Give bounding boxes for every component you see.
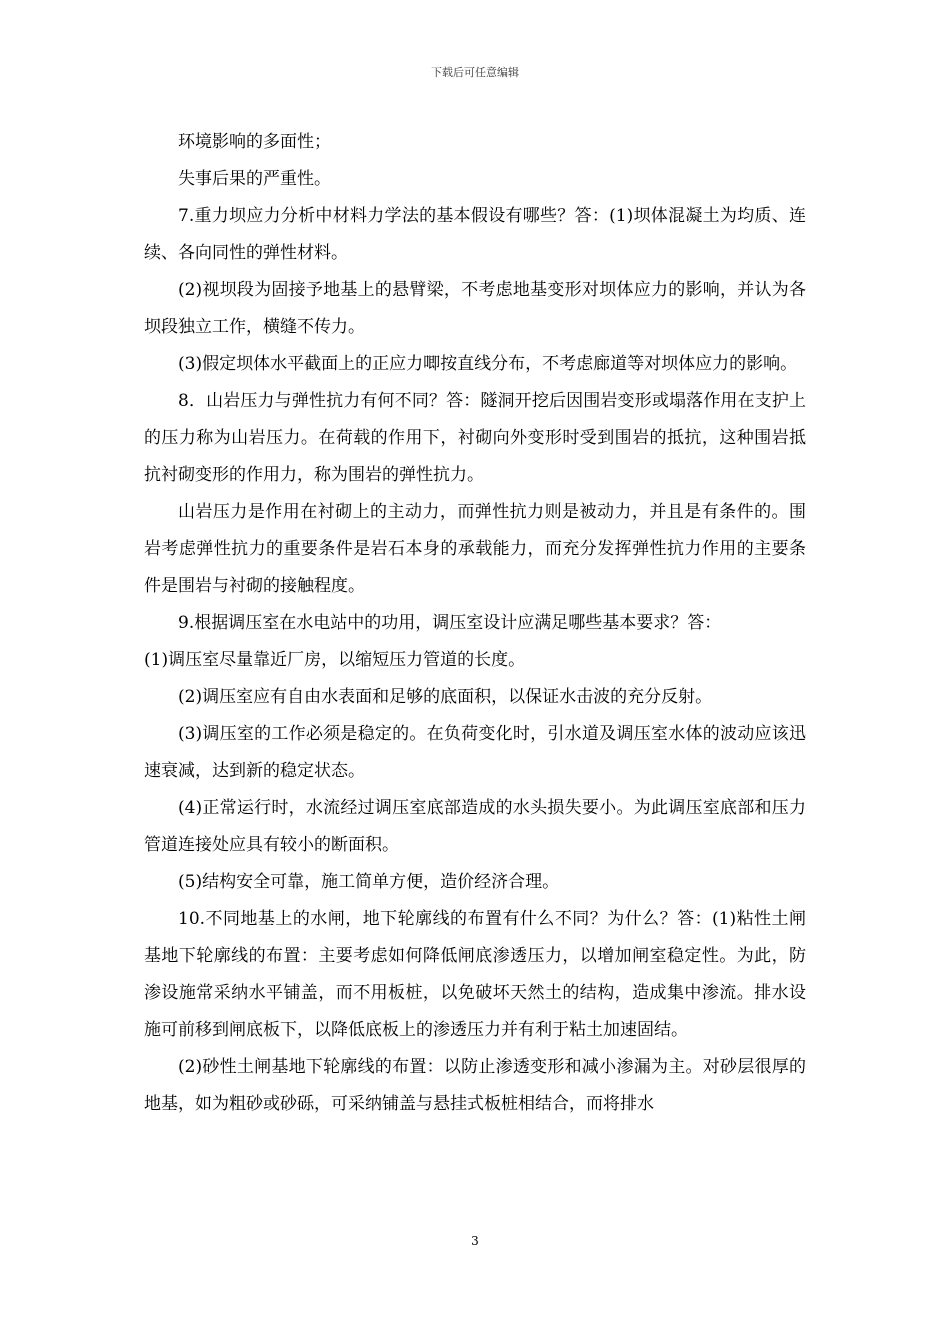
paragraph-q9-point-4: (4)正常运行时，水流经过调压室底部造成的水头损失要小。为此调压室底部和压力管道连接处应具有较小的断面积。: [144, 798, 806, 855]
paragraph-q10-point-2: (2)砂性土闸基地下轮廓线的布置：以防止渗透变形和减小渗漏为主。对砂层很厚的地基，如为粗砂或砂砾，可采纳铺盖与悬挂式板桩相结合，而将排水: [144, 1057, 806, 1114]
paragraph-failure-consequence: 失事后果的严重性。: [178, 169, 331, 189]
paragraph-q9-point-2: (2)调压室应有自由水表面和足够的底面积，以保证水击波的充分反射。: [178, 687, 713, 707]
paragraph-question-10: 10.不同地基上的水闸，地下轮廓线的布置有什么不同？为什么？答：(1)粘性土闸基地下轮廓线的布置：主要考虑如何降低闸底渗透压力，以增加闸室稳定性。为此，防渗设施常采纳水平铺盖，而不用板桩，以免破坏天然土的结构，造成集中渗流。排水设施可前移到闸底板下，以降低底板上的渗透压力并有利于粘土加速固结。: [144, 909, 806, 1040]
paragraph-q9-point-1: (1)调压室尽量靠近厂房，以缩短压力管道的长度。: [144, 650, 526, 670]
paragraph-question-7: 7.重力坝应力分析中材料力学法的基本假设有哪些？答：(1)坝体混凝土为均质、连续、各向同性的弹性材料。: [144, 206, 806, 263]
paragraph-q7-point-3: (3)假定坝体水平截面上的正应力唧按直线分布，不考虑廊道等对坝体应力的影响。: [178, 354, 798, 374]
paragraph-question-9: 9.根据调压室在水电站中的功用，调压室设计应满足哪些基本要求？答：: [178, 613, 722, 633]
paragraph-q8-explanation: 山岩压力是作用在衬砌上的主动力，而弹性抗力则是被动力，并且是有条件的。围岩考虑弹性抗力的重要条件是岩石本身的承载能力，而充分发挥弹性抗力作用的主要条件是围岩与衬砌的接触程度。: [144, 502, 806, 596]
page-header: 下载后可任意编辑: [431, 66, 519, 79]
paragraph-q9-point-3: (3)调压室的工作必须是稳定的。在负荷变化时，引水道及调压室水体的波动应该迅速衰减，达到新的稳定状态。: [144, 724, 806, 781]
paragraph-q9-point-5: (5)结构安全可靠，施工简单方便，造价经济合理。: [178, 872, 560, 892]
paragraph-q7-point-2: (2)视坝段为固接予地基上的悬臂梁，不考虑地基变形对坝体应力的影响，并认为各坝段独立工作，横缝不传力。: [144, 280, 806, 337]
paragraph-environment-impact: 环境影响的多面性；: [178, 132, 331, 152]
document-body: [144, 124, 806, 1123]
page-number: 3: [471, 1234, 479, 1248]
paragraph-question-8: 8．山岩压力与弹性抗力有何不同？答：隧洞开挖后因围岩变形或塌落作用在支护上的压力称为山岩压力。在荷载的作用下，衬砌向外变形时受到围岩的抵抗，这种围岩抵抗衬砌变形的作用力，称为围岩的弹性抗力。: [144, 391, 806, 485]
